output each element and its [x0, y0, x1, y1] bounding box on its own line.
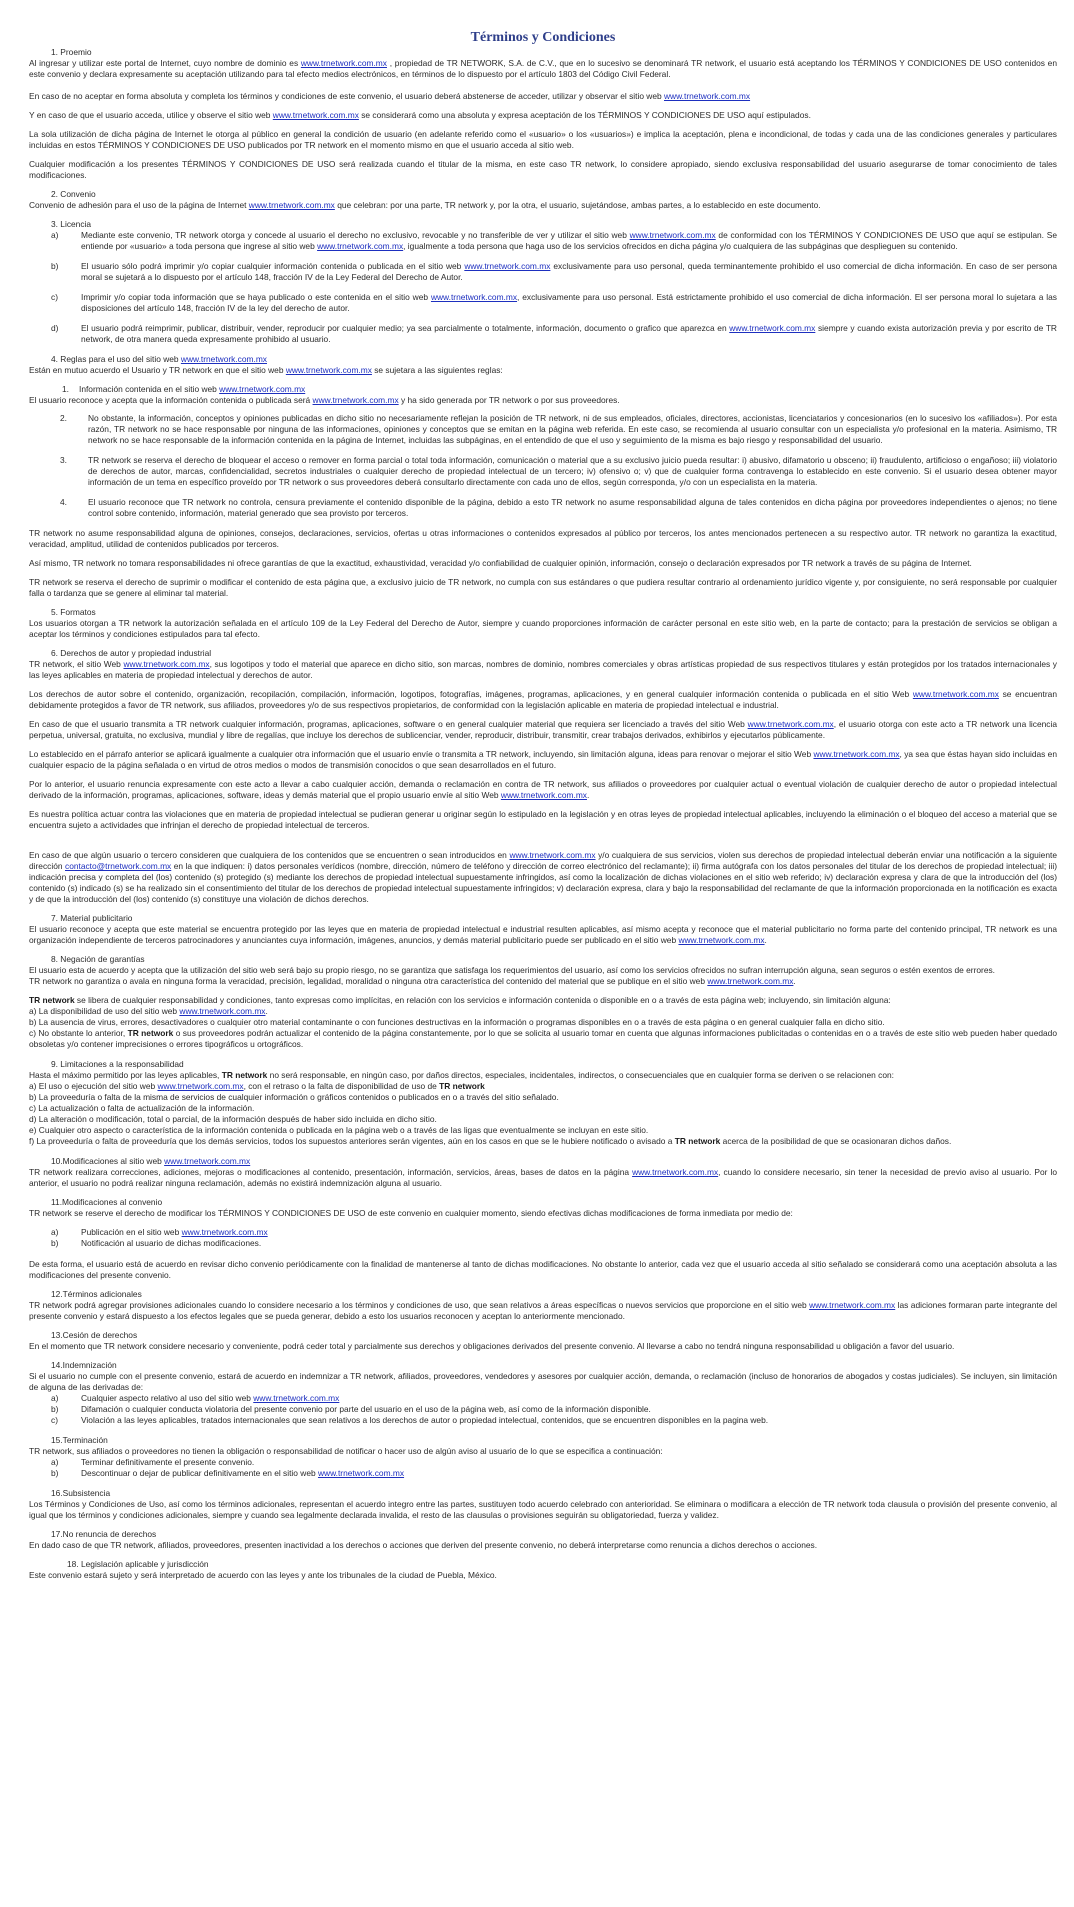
list-item: 3. TR network se reserva el derecho de bloquear el acceso o remover en forma parcial o total toda información, comunicación o material que a su exclusivo juicio pueda resultar: i) abusivo, difamatorio u obsceno; ii) fraudulento, artificioso o engañoso; iii) violatorio de derechos de autor, marcas, confidencialidad, secretos industriales o cualquier derecho de propiedad intelectual de un tercero; iv) ofensivo o; v) que de cualquier forma contravenga lo establecido en este convenio. Si el usuario desea obtener mayor información de un tema en específico proveído por TR network o sus proveedores deberá consultarlo directamente con cada uno de ellos, según corresponda, y/o con un especialista en la materia.: [60, 455, 1057, 487]
list-item: 2. No obstante, la información, conceptos y opiniones publicadas en dicho sitio no necesariamente reflejan la posición de TR network, ni de sus empleados, oficiales, directores, accionistas, licenciatarios y concesionarios (en lo sucesivo los «afiliados»). Por esta razón, TR network no se hace responsable por ninguna de las informaciones, opiniones y conceptos que se emitan en la página web referida. En este caso, se recomienda al usuario consultar con un especialista y/o profesional en la materia. Asimismo, TR network no se hace responsable de la información contenida en la página de Internet, incluidas las subpáginas, en el entendido de que el uso y seguimiento de la misma es bajo riesgo y responsabilidad del usuario.: [60, 413, 1057, 445]
site-link[interactable]: www.trnetwork.com.mx: [312, 395, 399, 405]
paragraph: En dado caso de que TR network, afiliados, proveedores, presenten inactividad a los derechos o acciones que deriven del presente convenio, no deberá interpretarse como renuncia a dichos derechos o acciones.: [29, 1540, 818, 1550]
list-item: c) No obstante lo anterior, TR network o sus proveedores podrán actualizar el contenido de la página constantemente, por lo que se solicita al usuario tomar en cuenta que algunas informaciones publicitadas o contenidas en o a través de este sitio web pueden haber quedado obsoletas y/o contener imprecisiones o errores tipográficos u ortográficos.: [29, 1028, 1058, 1049]
paragraph: Los derechos de autor sobre el contenido, organización, recopilación, compilación, información, logotipos, fotografías, imágenes, programas, aplicaciones, y en general cualquier información contenida o publicada en el sitio Web www.trnetwork.com.mx se encuentran debidamente protegidos a favor de TR network, sus afiliados, proveedores y/o de sus respectivos propietarios, de conformidad con la legislación aplicable en materia de propiedad intelectual e industrial.: [29, 689, 1057, 710]
warranty-list: [29, 1006, 1057, 1050]
list-item: a) Terminar definitivamente el presente convenio.: [51, 1457, 255, 1467]
section-title-mod-sitio: 10.Modificaciones al sitio web www.trnetwork.com.mx: [51, 1156, 251, 1166]
section-title-indemnizacion: 14.Indemnización: [51, 1360, 117, 1370]
site-link[interactable]: www.trnetwork.com.mx: [629, 230, 716, 240]
paragraph: TR network podrá agregar provisiones adicionales cuando lo considere necesario a los términos y condiciones de uso, que sean relativos a áreas específicas o nuevos servicios que proporcione en el sitio web www.trnetwork.com.mx las adiciones formaran parte integrante del presente convenio y estará dispuesto a los efectos legales que se pueda generar, debido a esto los usuarios reconocen y aceptan lo anteriormente mencionado.: [29, 1300, 1057, 1321]
list-item: b) La proveeduría o falta de la misma de servicios de cualquier información o gráficos contenidos o publicados en o a través del sitio señalado.: [29, 1092, 559, 1102]
paragraph: De esta forma, el usuario está de acuerdo en revisar dicho convenio periódicamente con la finalidad de mantenerse al tanto de dichas modificaciones. No obstante lo anterior, cada vez que el usuario acceda al sitio señalado se considerará como una aceptación absoluta a las modificaciones del presente convenio.: [29, 1259, 1057, 1280]
paragraph: Cualquier modificación a los presentes TÉRMINOS Y CONDICIONES DE USO será realizada cuando el titular de la misma, en este caso TR network, lo considere apropiado, siendo exclusiva responsabilidad del usuario asegurarse de tomar conocimiento de tales modificaciones.: [29, 159, 1057, 180]
paragraph: TR network no asume responsabilidad alguna de opiniones, consejos, declaraciones, servicios, ofertas u otras informaciones o contenidos expresados al público por terceros, los antes mencionados pertenecen a su respectivo autor. TR network no garantiza la exactitud, veracidad, amplitud, utilidad de contenidos publicados por terceros.: [29, 528, 1057, 549]
site-link[interactable]: www.trnetwork.com.mx: [179, 1006, 266, 1016]
paragraph: Convenio de adhesión para el uso de la página de Internet www.trnetwork.com.mx que celebran: por una parte, TR network y, por la otra, el usuario, sujetándose, ambas partes, a lo establecido en este documento.: [29, 200, 821, 210]
list-item: c) La actualización o falta de actualización de la información.: [29, 1103, 255, 1113]
paragraph: Es nuestra política actuar contra las violaciones que en materia de propiedad intelectual se pudieran generar u originar según lo estipulado en la legislación y en otras leyes de propiedad intelectual aplicables, incluyendo la eliminación o el bloqueo del acceso a material que se encuentra sujeto a actividades que infrinjan el derecho de propiedad intelectual de terceros.: [29, 809, 1057, 830]
paragraph: Y en caso de que el usuario acceda, utilice y observe el sitio web www.trnetwork.com.mx se considerará como una absoluta y expresa aceptación de los TÉRMINOS Y CONDICIONES DE USO aquí estipulados.: [29, 110, 811, 120]
paragraph: TR network, el sitio Web www.trnetwork.com.mx, sus logotipos y todo el material que aparece en dicho sitio, son marcas, nombres de dominio, nombres comerciales y obras artísticas propiedad de sus respectivos titulares y están protegidos por los tratados internacionales y las leyes aplicables en materia de propiedad intelectual y derechos de autor.: [29, 659, 1057, 680]
rules-list: [29, 413, 1057, 519]
list-item: b) Descontinuar o dejar de publicar definitivamente en el sitio web www.trnetwork.com.mx: [51, 1468, 405, 1478]
section-title-reglas: 4. Reglas para el uso del sitio web www.trnetwork.com.mx: [51, 354, 267, 364]
site-link[interactable]: www.trnetwork.com.mx: [219, 384, 306, 394]
list-item: c) Violación a las leyes aplicables, tratados internacionales que sean relativos a los derechos de autor o propiedad intelectual, contenidos, que se encuentren disponibles en la pagina web.: [51, 1415, 769, 1425]
paragraph: Hasta el máximo permitido por las leyes aplicables, TR network no será responsable, en ningún caso, por daños directos, especiales, incidentales, indirectos, o consecuenciales que en cualquier forma se deriven o se relacionen con:: [29, 1070, 894, 1080]
list-item: b) El usuario sólo podrá imprimir y/o copiar cualquier información contenida o publicada en el sitio web www.trnetwork.com.mx exclusivamente para uso personal, queda terminantemente prohibido el uso comercial de dicha información. En caso de ser persona moral se sujetará a lo dispuesto por el artículo 148, fracción IV de la Ley Federal del Derecho de Autor.: [51, 261, 1058, 282]
section-title-convenio: 2. Convenio: [51, 189, 96, 199]
site-link[interactable]: www.trnetwork.com.mx: [164, 1156, 251, 1166]
list-item: b) La ausencia de virus, errores, desactivadores o cualquier otro material contaminante o con funciones destructivas en la información o programas disponibles en o a través de esta página o en general cualquier falla en dicho sitio.: [29, 1017, 885, 1027]
site-link[interactable]: www.trnetwork.com.mx: [123, 659, 210, 669]
paragraph: TR network se reserve el derecho de modificar los TÉRMINOS Y CONDICIONES DE USO de este convenio en cualquier momento, siendo efectivas dichas modificaciones de forma inmediata por medio de:: [29, 1208, 793, 1218]
section-title-legislacion: 18. Legislación aplicable y jurisdicción: [67, 1559, 209, 1569]
paragraph: Los Términos y Condiciones de Uso, así como los términos adicionales, representan el acuerdo integro entre las partes, sustituyen todo acuerdo celebrado con anterioridad. Se eliminara o modificara a elección de TR network toda clausula o provisión del presente convenio, al igual que los términos y condiciones adicionales, siempre y cuando sea legalmente declarada invalida, el resto de las clausulas o provisiones seguirán su obligatoriedad, fuerza y validez.: [29, 1499, 1057, 1520]
site-link[interactable]: www.trnetwork.com.mx: [181, 1227, 268, 1237]
list-item: f) La proveeduría o falta de proveeduría que los demás servicios, todos los supuestos anteriores serán vigentes, aún en los casos en que se le hubiere notificado o avisado a TR network acerca de la posibilidad de que se ocasionaran dichos daños.: [29, 1136, 952, 1146]
site-link[interactable]: www.trnetwork.com.mx: [813, 749, 900, 759]
site-link[interactable]: www.trnetwork.com.mx: [707, 976, 794, 986]
paragraph: El usuario reconoce y acepta que este material se encuentra protegido por las leyes que en materia de propiedad intelectual e industrial resulten aplicables, así mismo acepta y reconoce que el material publicitario no forma parte del contenido principal, TR network es una organización independiente de terceros patrocinadores y anunciantes cuya información, imágenes, anuncios, y demás material publicitario puede ser publicado en el sitio web www.trnetwork.com.mx.: [29, 924, 1057, 945]
section-title-licencia: 3. Licencia: [51, 219, 92, 229]
list-item: a) Cualquier aspecto relativo al uso del sitio web www.trnetwork.com.mx: [51, 1393, 340, 1403]
list-item: b) Difamación o cualquier conducta violatoria del presente convenio por parte del usuario en el uso de la página web, así como de la información disponible.: [51, 1404, 651, 1414]
subsection-title: 1. Información contenida en el sitio web www.trnetwork.com.mx: [62, 384, 306, 394]
section-title-proemio: 1. Proemio: [51, 47, 92, 57]
site-link[interactable]: www.trnetwork.com.mx: [809, 1300, 896, 1310]
section-title-formatos: 5. Formatos: [51, 607, 96, 617]
paragraph: Lo establecido en el párrafo anterior se aplicará igualmente a cualquier otra información que el usuario envíe o transmita a TR network, incluyendo, sin limitación alguna, ideas para renovar o mejorar el sitio Web www.trnetwork.com.mx, ya sea que éstas hayan sido incluidas en cualquier espacio de la página señalada o en virtud de otros medios o modos de transmisión conocidos o que sean desarrollados en el futuro.: [29, 749, 1057, 770]
terms-document: [29, 0, 1057, 1589]
list-item: d) La alteración o modificación, total o parcial, de la información después de haber sido incluida en dicho sitio.: [29, 1114, 437, 1124]
paragraph: TR network no garantiza o avala en ninguna forma la veracidad, precisión, legalidad, moralidad o ninguna otra característica del contenido del material que se publique en el sitio web www.trnetwork.com.mx.: [29, 976, 796, 986]
list-item: a) Publicación en el sitio web www.trnetwork.com.mx: [51, 1227, 268, 1237]
paragraph: El usuario esta de acuerdo y acepta que la utilización del sitio web será bajo su propio riesgo, no se garantiza que satisfaga los requerimientos del usuario, así como los servicios ofrecidos no sufran interrupción alguna, sean seguros o estén exentos de errores.: [29, 965, 996, 975]
limitations-list: [29, 1081, 1057, 1147]
paragraph: TR network se reserva el derecho de suprimir o modificar el contenido de esta página que, a exclusivo juicio de TR network, no cumpla con sus estándares o que pudiera resultar contrario al ordenamiento jurídico vigente y, por consiguiente, no será responsable por cualquier falla o tardanza que se genere al eliminar tal material.: [29, 577, 1057, 598]
section-title-cesion: 13.Cesión de derechos: [51, 1330, 138, 1340]
paragraph: Este convenio estará sujeto y será interpretado de acuerdo con las leyes y ante los tribunales de la ciudad de Puebla, México.: [29, 1570, 497, 1580]
site-link[interactable]: www.trnetwork.com.mx: [300, 58, 387, 68]
site-link[interactable]: www.trnetwork.com.mx: [464, 261, 551, 271]
list-item: a) La disponibilidad de uso del sitio web www.trnetwork.com.mx.: [29, 1006, 268, 1016]
paragraph: En caso de no aceptar en forma absoluta y completa los términos y condiciones de este convenio, el usuario deberá abstenerse de acceder, utilizar y observar el sitio web www.trnetwork.com.mx: [29, 91, 751, 101]
paragraph: La sola utilización de dicha página de Internet le otorga al público en general la condición de usuario (en adelante referido como el «usuario» o los «usuarios») e implica la aceptación, plena e incondicional, de todas y cada una de las condiciones generales y particulares incluidas en estos TÉRMINOS Y CONDICIONES DE USO publicados por TR network en el momento mismo en que el usuario acceda al sitio web.: [29, 129, 1057, 150]
modifications-list: [29, 1227, 1057, 1249]
termination-list: [29, 1457, 1057, 1479]
site-link[interactable]: www.trnetwork.com.mx: [509, 850, 596, 860]
list-item: e) Cualquier otro aspecto o característica de la información contenida o publicada en la página web o a través de las ligas que eventualmente se incluyan en este sitio.: [29, 1125, 649, 1135]
site-link[interactable]: www.trnetwork.com.mx: [317, 1468, 405, 1478]
license-list: [29, 230, 1057, 345]
list-item: b) Notificación al usuario de dichas modificaciones.: [51, 1238, 262, 1248]
paragraph: Al ingresar y utilizar este portal de Internet, cuyo nombre de dominio es www.trnetwork.com.mx , propiedad de TR NETWORK, S.A. de C.V., que en lo sucesivo se denominará TR network, el usuario está aceptando los TÉRMINOS Y CONDICIONES DE USO contenidos en este convenio y declara expresamente su aceptación utilizando para tal efecto medios electrónicos, en términos de lo dispuesto por el artículo 1803 del Código Civil Federal.: [29, 58, 1057, 79]
section-title-limitaciones: 9. Limitaciones a la responsabilidad: [51, 1059, 184, 1069]
paragraph: El usuario reconoce y acepta que la información contenida o publicada será www.trnetwork.com.mx y ha sido generada por TR network o por sus proveedores.: [29, 395, 620, 405]
paragraph: TR network realizara correcciones, adiciones, mejoras o modificaciones al contenido, presentación, información, servicios, áreas, bases de datos en la página www.trnetwork.com.mx, cuando lo considere necesario, sin tener la necesidad de previo aviso al usuario. Por lo anterior, el usuario no podrá realizar ninguna reclamación, además no existirá indemnización alguna al usuario.: [29, 1167, 1057, 1188]
list-item: d) El usuario podrá reimprimir, publicar, distribuir, vender, reproducir por cualquier medio; ya sea parcialmente o totalmente, información, documento o grafico que aparezca en www.trnetwork.com.mx siempre y cuando exista autorización previa y por escrito de TR network, de otra manera queda expresamente prohibido al usuario.: [51, 323, 1057, 344]
list-item: a) El uso o ejecución del sitio web www.trnetwork.com.mx, con el retraso o la falta de disponibilidad de uso de TR network: [29, 1081, 485, 1091]
site-link[interactable]: www.trnetwork.com.mx: [253, 1393, 340, 1403]
section-title-derechos: 6. Derechos de autor y propiedad industrial: [51, 648, 212, 658]
section-title-subsistencia: 16.Subsistencia: [51, 1488, 111, 1498]
paragraph: TR network, sus afiliados o proveedores no tienen la obligación o responsabilidad de notificar o hacer uso de algún aviso al usuario de lo que se especifica a continuación:: [29, 1446, 663, 1456]
paragraph: Por lo anterior, el usuario renuncia expresamente con este acto a llevar a cabo cualquier acción, demanda o reclamación en contra de TR network, sus afiliados o proveedores por cualquier actual o eventual violación de cualquier derecho de autor o propiedad intelectual derivado de la información, programas, aplicaciones, software, ideas y demás material que el propio usuario envíe al sitio Web www.trnetwork.com.mx.: [29, 779, 1057, 800]
page-title: Términos y Condiciones: [470, 30, 616, 45]
site-link[interactable]: www.trnetwork.com.mx: [912, 689, 999, 699]
site-link[interactable]: www.trnetwork.com.mx: [285, 365, 372, 375]
section-title-garantias: 8. Negación de garantías: [51, 954, 145, 964]
indemnity-list: [29, 1393, 1057, 1426]
paragraph: En caso de que algún usuario o tercero consideren que cualquiera de los contenidos que se encuentren o sean introducidos en www.trnetwork.com.mx y/o cualquiera de sus servicios, violen sus derechos de propiedad intelectual deberán enviar una notificación a la siguiente dirección contacto@trnetwork.com.mx en la que indiquen: i) datos personales verídicos (nombre, dirección, número de teléfono y dirección de correo electrónico del reclamante); ii) firma autógrafa con los datos personales del titular de los derechos de propiedad intelectual; iii) indicación precisa y completa del (los) contenido (s) protegido (s) mediante los derechos de propiedad intelectual supuestamente infringidos, así como la localización de dichas violaciones en el sitio web referido; iv) declaración expresa y clara de que la introducción del (los) contenido (s) indicado (s) se ha realizado sin el consentimiento del titular de los derechos de propiedad intelectual supuestamente infringidos; v) declaración expresa, clara y bajo la responsabilidad del reclamante de que la información proporcionada en la notificación es exacta y de que la introducción del (los) contenido (s) constituye una violación de dichos derechos.: [29, 850, 1058, 904]
paragraph: Así mismo, TR network no tomara responsabilidades ni ofrece garantías de que la exactitud, exhaustividad, veracidad y/o confiabilidad de cualquier opinión, información, consejo o declaración expresados por TR network a través de su página de Internet.: [29, 558, 972, 568]
site-link[interactable]: www.trnetwork.com.mx: [747, 719, 834, 729]
section-title-no-renuncia: 17.No renuncia de derechos: [51, 1529, 157, 1539]
site-link[interactable]: www.trnetwork.com.mx: [180, 354, 267, 364]
list-item: 4. El usuario reconoce que TR network no controla, censura previamente el contenido disponible de la página, debido a esto TR network no asume responsabilidad alguna de tales contenidos en dicha página por proveedores independientes o ajenos; no tiene control sobre contenido, información, material generado que sea provisto por terceros.: [60, 497, 1057, 518]
site-link[interactable]: www.trnetwork.com.mx: [157, 1081, 244, 1091]
email-link[interactable]: contacto@trnetwork.com.mx: [65, 861, 172, 871]
section-title-terminacion: 15.Terminación: [51, 1435, 108, 1445]
section-title-terminos-adicionales: 12.Términos adicionales: [51, 1289, 142, 1299]
list-item: a) Mediante este convenio, TR network otorga y concede al usuario el derecho no exclusivo, revocable y no transferible de ver y utilizar el sitio web www.trnetwork.com.mx de conformidad con los TÉRMINOS Y CONDICIONES DE USO que aquí se estipulan. Se entiende por «usuario» a toda persona que ingrese al sitio web www.trnetwork.com.mx, igualmente a toda persona que haga uso de los servicios ofrecidos en dicha página y/o cualquiera de las subpáginas que desplieguen su contenido.: [51, 230, 1057, 251]
site-link[interactable]: www.trnetwork.com.mx: [248, 200, 335, 210]
site-link[interactable]: www.trnetwork.com.mx: [430, 292, 518, 302]
site-link[interactable]: www.trnetwork.com.mx: [272, 110, 359, 120]
section-title-material: 7. Material publicitario: [51, 913, 133, 923]
site-link[interactable]: www.trnetwork.com.mx: [729, 323, 816, 333]
paragraph: Los usuarios otorgan a TR network la autorización señalada en el artículo 109 de la Ley Federal del Derecho de Autor, siempre y cuando proporciones información de carácter personal en este sitio web, en la parte de contacto; para la prestación de servicios se obligan a aceptar los términos y condiciones estipulados para tal efecto.: [29, 618, 1057, 639]
paragraph: Están en mutuo acuerdo el Usuario y TR network en que el sitio web www.trnetwork.com.mx se sujetara a las siguientes reglas:: [29, 365, 503, 375]
section-title-mod-convenio: 11.Modificaciones al convenio: [51, 1197, 163, 1207]
site-link[interactable]: www.trnetwork.com.mx: [632, 1167, 719, 1177]
paragraph: En caso de que el usuario transmita a TR network cualquier información, programas, aplicaciones, software o en general cualquier material que requiera ser licenciado a través del sitio Web www.trnetwork.com.mx, el usuario otorga con este acto a TR network una licencia perpetua, universal, gratuita, no exclusiva, mundial y libre de regalías, que incluye los derechos de sublicenciar, vender, reproducir, distribuir, transmitir, crear trabajos derivados, exhibirlos y ejecutarlos públicamente.: [29, 719, 1057, 740]
list-item: c) Imprimir y/o copiar toda información que se haya publicado o este contenida en el sitio web www.trnetwork.com.mx, exclusivamente para uso personal. Está estrictamente prohibido el uso comercial de dicha información. El ser persona moral lo sujetara a las disposiciones del artículo 148, fracción IV de la ley del derecho de autor.: [51, 292, 1057, 313]
paragraph: TR network se libera de cualquier responsabilidad y condiciones, tanto expresas como implícitas, en relación con los servicios e información contenida o disponible en o a través de esta página web; incluyendo, sin limitación alguna:: [29, 995, 891, 1005]
paragraph: En el momento que TR network considere necesario y conveniente, podrá ceder total y parcialmente sus derechos y obligaciones derivados del presente convenio. Al llevarse a cabo no tendrá ninguna responsabilidad u obligación a favor del usuario.: [29, 1341, 955, 1351]
site-link[interactable]: www.trnetwork.com.mx: [664, 91, 751, 101]
site-link[interactable]: www.trnetwork.com.mx: [678, 935, 765, 945]
site-link[interactable]: www.trnetwork.com.mx: [500, 790, 587, 800]
paragraph: Si el usuario no cumple con el presente convenio, estará de acuerdo en indemnizar a TR network, afiliados, proveedores, vendedores y asesores por cualquier acción, demanda, o reclamación (incluso de honorarios de abogados y costas judiciales). Se incluyen, sin limitación de alguna de las derivadas de:: [29, 1371, 1057, 1392]
site-link[interactable]: www.trnetwork.com.mx: [317, 241, 404, 251]
